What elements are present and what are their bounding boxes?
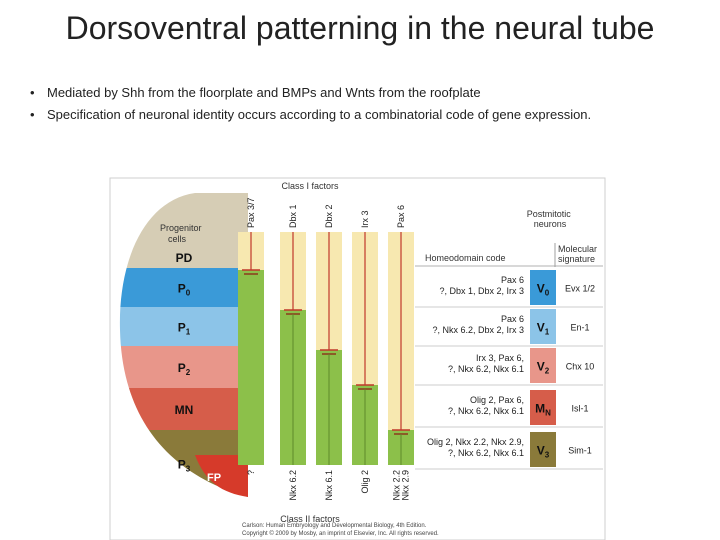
- molecular-signature: Chx 10: [565, 361, 595, 372]
- class2-factor-label: ?: [246, 470, 256, 476]
- homeodomain-code: ?, Nkx 6.2, Dbx 2, Irx 3: [432, 325, 524, 335]
- class1-factor-label: Dbx 2: [324, 204, 334, 228]
- domain-label: PD: [175, 251, 193, 265]
- homeodomain-code: ?, Nkx 6.2, Nkx 6.1: [447, 364, 524, 374]
- homeodomain-code: ?, Dbx 1, Dbx 2, Irx 3: [439, 286, 524, 296]
- class1-factor-label: Pax 3/7: [246, 197, 256, 228]
- neuron-label: $V_0$: [536, 281, 550, 298]
- class1-factor-label: Dbx 1: [288, 204, 298, 228]
- class2-factors-label: Class II factors: [280, 514, 340, 524]
- neuron-label: $M_N$: [535, 401, 551, 418]
- postmitotic-neurons-label: Postmitotic neurons: [526, 209, 571, 229]
- homeodomain-code-label: Homeodomain code: [425, 253, 506, 263]
- class1-factors-label: Class I factors: [281, 181, 339, 191]
- homeodomain-code: ?, Nkx 6.2, Nkx 6.1: [447, 448, 524, 458]
- homeodomain-code: Irx 3, Pax 6,: [475, 353, 524, 363]
- slide-title: Dorsoventral patterning in the neural tube: [65, 10, 655, 46]
- homeodomain-code: Pax 6: [500, 314, 524, 324]
- molecular-signature: Evx 1/2: [564, 283, 596, 294]
- class2-factor-label: Nkx 2.9: [400, 470, 411, 501]
- bullet-item: • Specification of neuronal identity occurs according to a combinatorial code of gene expression.: [30, 104, 710, 126]
- class2-factor-label: Nkx 6.2: [288, 470, 298, 501]
- class2-factor-label: Nkx 2.2: [391, 470, 402, 501]
- class2-factor-label: Nkx 6.1: [324, 470, 334, 501]
- neuron-label: $V_3$: [536, 443, 550, 460]
- progenitor-cells-label: Progenitor cells: [160, 223, 202, 244]
- domain-label: $P_3$: [177, 457, 191, 474]
- neuron-label: $V_2$: [536, 359, 550, 376]
- neuron-label: $V_1$: [536, 320, 550, 337]
- homeodomain-code: Olig 2, Pax 6,: [469, 395, 524, 405]
- molecular-signature: Isl-1: [571, 403, 589, 414]
- homeodomain-code: ?, Nkx 6.2, Nkx 6.1: [447, 406, 524, 416]
- bullet-item: • Mediated by Shh from the floorplate and BMPs and Wnts from the roofplate: [30, 82, 710, 104]
- molecular-signature-label: Molecular signature: [558, 244, 598, 264]
- molecular-signature: En-1: [570, 322, 590, 333]
- class2-column: [238, 270, 264, 465]
- domain-label: $P_0$: [177, 281, 191, 298]
- class1-factor-label: Pax 6: [396, 204, 406, 228]
- domain-label: $P_1$: [177, 320, 191, 337]
- class2-factor-label: Olig 2: [360, 470, 370, 494]
- credit-line: Copyright © 2009 by Mosby, an imprint of Elsevier, Inc. All rights reserved.: [242, 531, 439, 537]
- domain-label: $P_2$: [177, 361, 191, 377]
- floorplate-label: FP: [206, 472, 222, 484]
- domain-label: MN: [174, 403, 194, 417]
- homeodomain-code: Olig 2, Nkx 2.2, Nkx 2.9,: [426, 437, 524, 447]
- credit-line: Carlson: Human Embryology and Developmental Biology, 4th Edition.: [242, 523, 427, 529]
- molecular-signature: Sim-1: [568, 445, 592, 456]
- homeodomain-code: Pax 6: [500, 275, 524, 285]
- class1-factor-label: Irx 3: [360, 210, 370, 228]
